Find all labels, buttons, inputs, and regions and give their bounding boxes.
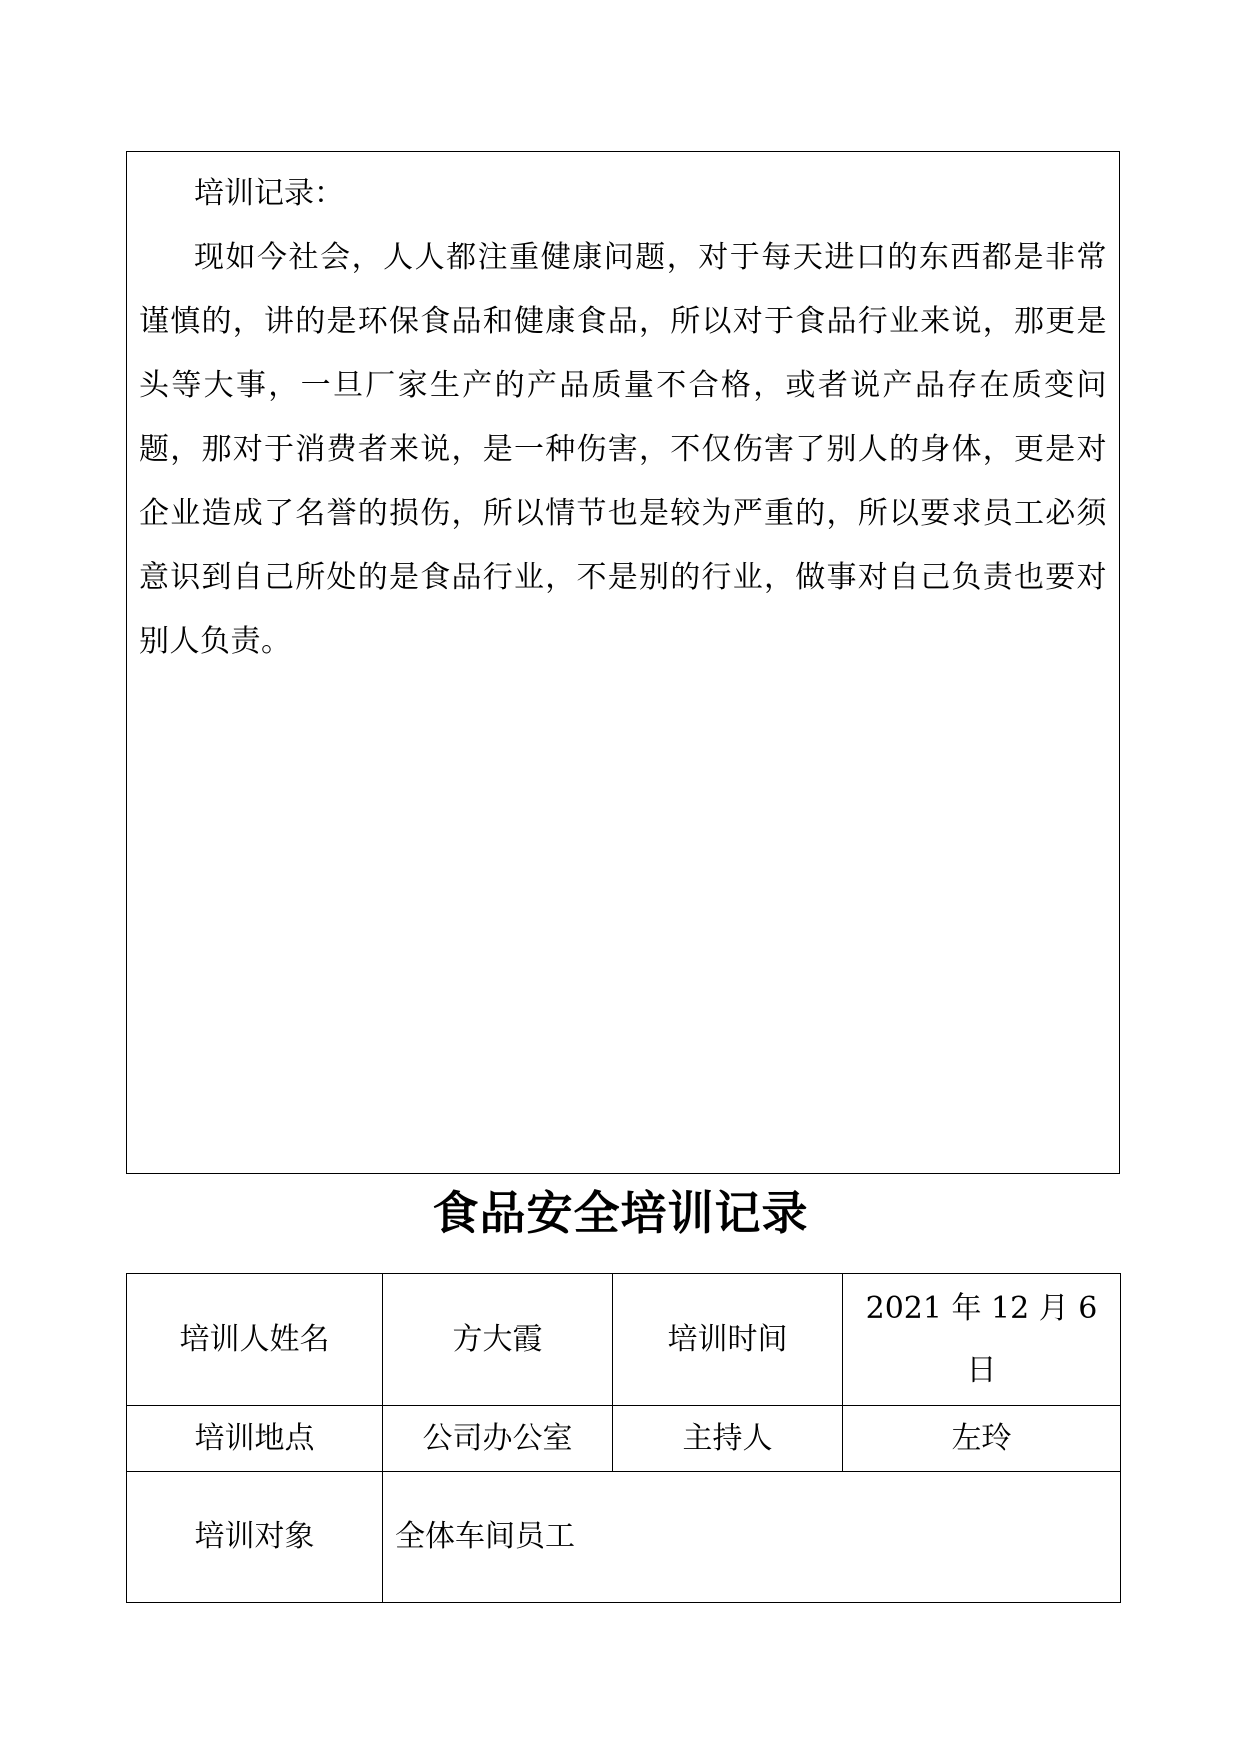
- training-record-box: [126, 151, 1120, 1174]
- trainer-name-label: 培训人姓名: [127, 1274, 383, 1406]
- record-heading: 培训记录：: [194, 176, 344, 211]
- record-body-text: 现如今社会，人人都注重健康问题，对于每天进口的东西都是非常谨慎的，讲的是环保食品和健康食品，所以对于食品行业来说，那更是头等大事，一旦厂家生产的产品质量不合格，或者说产品存在质变问题，那对于消费者来说，是一种伤害，不仅伤害了别人的身体，更是对企业造成了名誉的损伤，所以情节也是较为严重的，所以要求员工必须意识到自己所处的是食品行业，不是别的行业，做事对自己负责也要对别人负责。: [139, 240, 1107, 659]
- table-row: [127, 1274, 1121, 1406]
- training-target-value: 全体车间员工: [383, 1472, 1121, 1603]
- table-row: [127, 1472, 1121, 1603]
- training-time-label: 培训时间: [613, 1274, 843, 1406]
- training-location-label: 培训地点: [127, 1406, 383, 1472]
- host-label: 主持人: [613, 1406, 843, 1472]
- training-target-label: 培训对象: [127, 1472, 383, 1603]
- training-location-value: 公司办公室: [383, 1406, 613, 1472]
- host-value: 左玲: [843, 1406, 1121, 1472]
- training-info-table: [126, 1273, 1121, 1603]
- training-time-value: 2021 年 12 月 6 日: [843, 1274, 1121, 1406]
- table-row: [127, 1406, 1121, 1472]
- document-title: 食品安全培训记录: [432, 1186, 809, 1240]
- trainer-name-value: 方大霞: [383, 1274, 613, 1406]
